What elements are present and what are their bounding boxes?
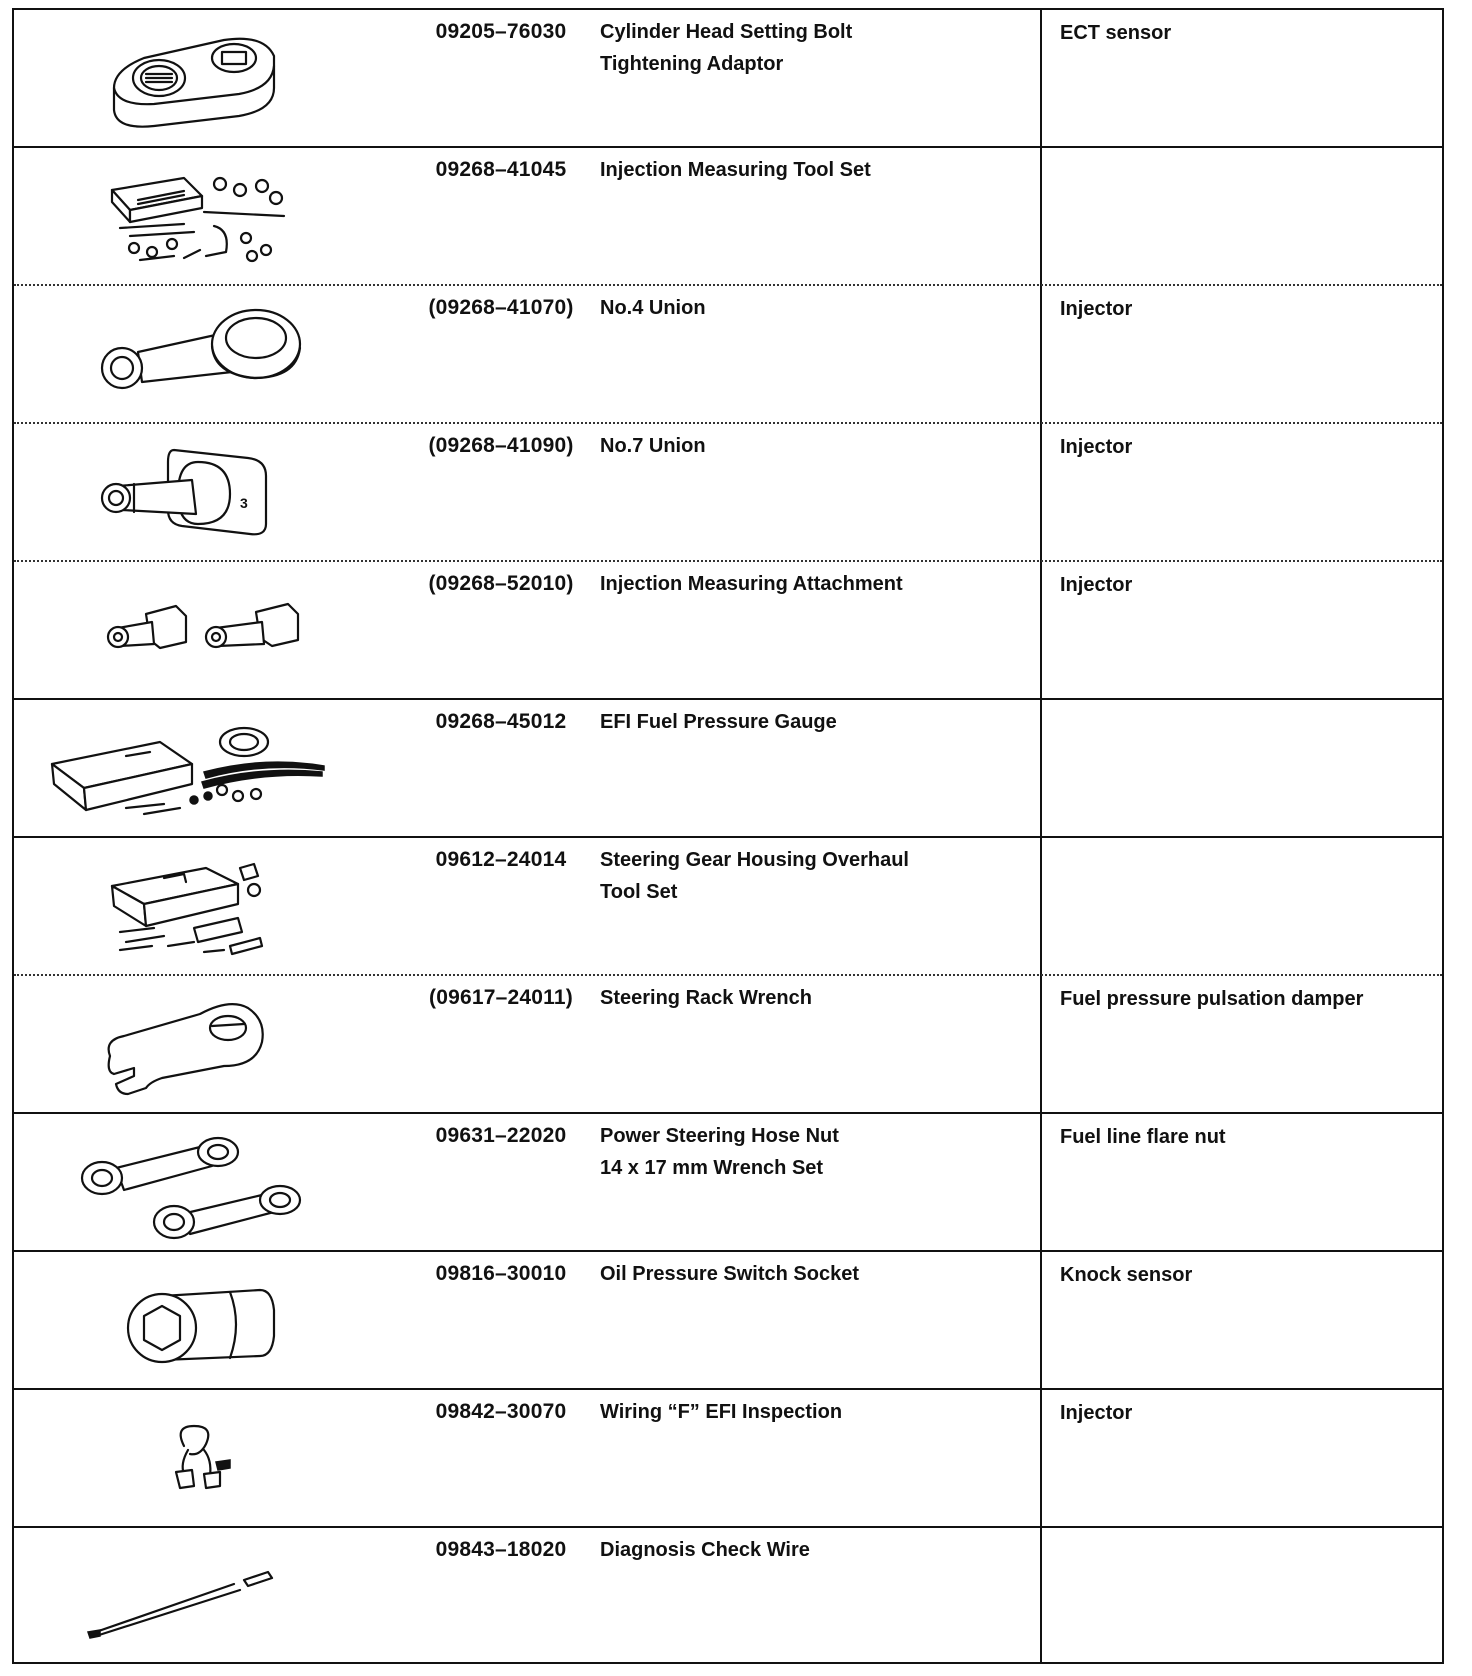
application-note: Injector [1060,574,1133,596]
tool-name [600,154,1020,186]
application-note: Injector [1060,1402,1133,1424]
rack-wrench-icon [34,984,354,1106]
tool-name [600,16,1020,80]
part-number: 09842–30070 [435,1400,567,1423]
part-number: (09268–41070) [428,296,574,319]
application-note: Injector [1060,436,1133,458]
svg-text:3: 3 [240,495,248,511]
table-row [14,1390,1442,1528]
part-number: 09816–30010 [435,1262,567,1285]
part-number: (09268–52010) [428,572,574,595]
application-note: ECT sensor [1060,22,1172,44]
table-row [14,976,1442,1114]
application-note: Fuel pressure pulsation damper [1060,988,1364,1010]
tool-name-line: Injection Measuring Attachment [600,573,903,595]
part-number: 09631–22020 [435,1124,567,1147]
table-row [14,424,1442,562]
tool-name-line: 14 x 17 mm Wrench Set [600,1157,824,1179]
tool-name-line: Diagnosis Check Wire [600,1539,810,1561]
tool-name-line: EFI Fuel Pressure Gauge [600,711,837,733]
tool-name-line: Cylinder Head Setting Bolt [600,21,853,43]
special-service-tools-table [12,8,1444,1664]
tool-name [600,1258,1020,1290]
gauge-kit-icon [34,708,354,830]
table-row [14,148,1442,286]
tool-set-icon [34,156,354,278]
tool-name-line: Tightening Adaptor [600,53,784,75]
table-row [14,1114,1442,1252]
part-number: (09268–41090) [428,434,574,457]
tool-name [600,982,1020,1014]
flare-wrench-icon [34,1122,354,1244]
table-row [14,1528,1442,1666]
tool-name-line: No.4 Union [600,297,706,319]
tool-name [600,706,1020,738]
flange-union-icon [34,432,354,554]
tool-name-line: Tool Set [600,881,678,903]
application-note: Fuel line flare nut [1060,1126,1226,1148]
part-number: 09612–24014 [435,848,567,871]
tool-name-line: Injection Measuring Tool Set [600,159,871,181]
tool-set-icon [34,846,354,968]
tool-name [600,292,1020,324]
tool-name-line: Oil Pressure Switch Socket [600,1263,859,1285]
wiring-icon [34,1398,354,1520]
table-row [14,838,1442,976]
part-number: 09205–76030 [435,20,567,43]
tool-name [600,568,1020,600]
attachment-icon [34,570,354,692]
part-number: 09268–45012 [435,710,567,733]
table-row [14,10,1442,148]
part-number: 09843–18020 [435,1538,567,1561]
tool-name [600,1120,1020,1184]
table-row [14,562,1442,700]
adaptor-icon [34,18,354,140]
tool-name-line: No.7 Union [600,435,706,457]
check-wire-icon [34,1536,354,1658]
tool-name [600,1396,1020,1428]
table-row [14,286,1442,424]
tool-name [600,844,1020,908]
application-note: Injector [1060,298,1133,320]
tool-name-line: Steering Rack Wrench [600,987,812,1009]
tool-name-line: Power Steering Hose Nut [600,1125,839,1147]
table-row [14,700,1442,838]
application-note: Knock sensor [1060,1264,1193,1286]
part-number: 09268–41045 [435,158,567,181]
tool-name-line: Steering Gear Housing Overhaul [600,849,909,871]
union-icon [34,294,354,416]
tool-name [600,1534,1020,1566]
tool-name-line: Wiring “F” EFI Inspection [600,1401,843,1423]
part-number: (09617–24011) [429,986,573,1009]
table-row [14,1252,1442,1390]
socket-icon [34,1260,354,1382]
tool-name [600,430,1020,462]
